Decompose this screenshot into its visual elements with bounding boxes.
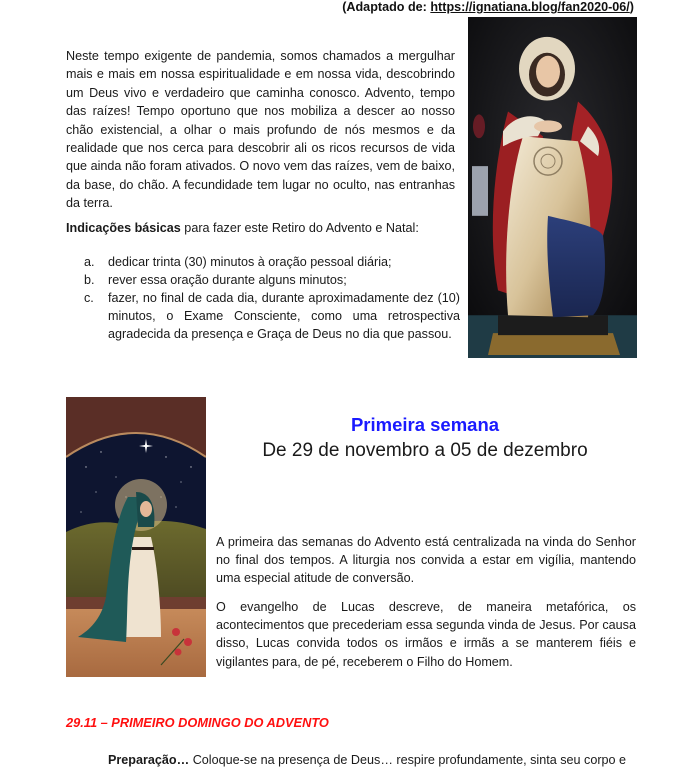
indications-rest: para fazer este Retiro do Advento e Natal: bbox=[180, 221, 419, 235]
source-link[interactable]: https://ignatiana.blog/fan2020-06/ bbox=[430, 0, 630, 14]
list-item-text: dedicar trinta (30) minutos à oração pessoal diária; bbox=[108, 255, 392, 269]
indications-bold-label: Indicações básicas bbox=[66, 221, 181, 235]
list-marker: b. bbox=[84, 273, 95, 287]
week-title: Primeira semana bbox=[350, 414, 500, 435]
list-item bbox=[84, 253, 460, 271]
source-attribution bbox=[342, 0, 634, 14]
list-marker: c. bbox=[84, 291, 94, 305]
source-prefix: (Adaptado de: bbox=[342, 0, 431, 14]
source-suffix: ) bbox=[629, 0, 634, 14]
week-dates: De 29 de novembro a 05 de dezembro bbox=[262, 440, 588, 461]
list-item bbox=[84, 289, 460, 343]
statue-image bbox=[468, 17, 637, 358]
list-item bbox=[84, 271, 460, 289]
basic-indications-list bbox=[84, 253, 460, 343]
week-paragraph-2: O evangelho de Lucas descreve, de maneira metafórica, os acontecimentos que precederiam essa segunda vinda de Jesus. Por causa disso, Lucas convida todos os irmãos e irmãs a se manterem fiéis e vigilantes para, de pé, receberem o Filho do Homem. bbox=[216, 600, 636, 669]
intro-paragraph: Neste tempo exigente de pandemia, somos chamados a mergulhar mais e mais em nossa espiritualidade e em nossa vida, descobrindo um Deus vivo e verdadeiro que caminha conosco. Advento, tempo das raízes! Tempo oportuno que nos mobiliza a descer ao nosso chão existencial, a olhar o mais profundo de nós mesmos e da realidade que nos cerca para descobrir ali os ricos recursos de vida que ainda não foram ativados. O novo vem das raízes, vem de baixo, da base, do chão. A fecundidade tem lugar no oculto, nas entranhas da terra. bbox=[66, 49, 455, 211]
preparation-text: Coloque-se na presença de Deus… respire profundamente, sinta seu corpo e bbox=[189, 753, 627, 767]
statue-illustration bbox=[468, 17, 637, 358]
day-title: 29.11 – PRIMEIRO DOMINGO DO ADVENTO bbox=[66, 715, 329, 730]
list-item-text: fazer, no final de cada dia, durante aproximadamente dez (10) minutos, o Exame Consciente, como uma retrospectiva agradecida da presença e Graça de Deus no dia que passou. bbox=[108, 291, 460, 341]
indications-heading bbox=[66, 219, 466, 237]
preparation-line bbox=[108, 751, 638, 769]
week-paragraph-1: A primeira das semanas do Advento está centralizada na vinda do Senhor no final dos tempos. A liturgia nos convida a estar em vigília, mantendo uma especial atitude de conversão. bbox=[216, 535, 636, 586]
list-marker: a. bbox=[84, 255, 95, 269]
preparation-label: Preparação… bbox=[108, 753, 190, 767]
kneeling-mary-illustration bbox=[66, 397, 206, 677]
list-item-text: rever essa oração durante alguns minutos; bbox=[108, 273, 347, 287]
kneeling-mary-image bbox=[66, 397, 206, 677]
